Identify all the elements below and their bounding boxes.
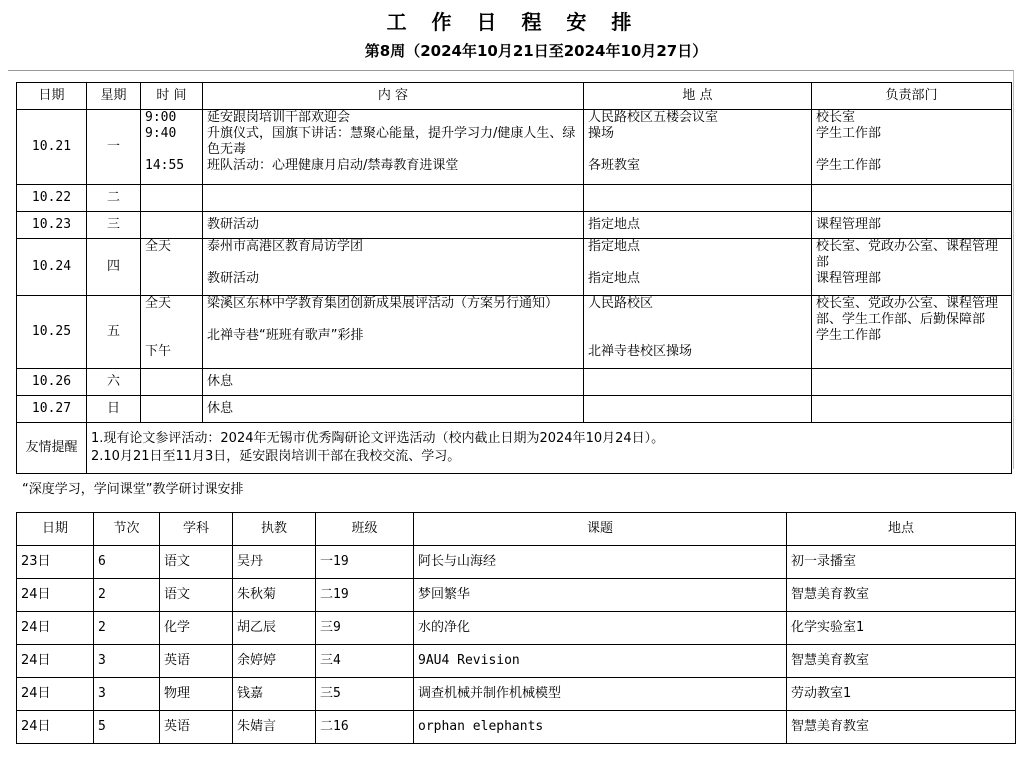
reminder-label: 友情提醒 — [17, 423, 87, 474]
schedule-row — [17, 110, 1012, 185]
lesson-subject: 物理 — [160, 678, 233, 711]
dept-cell: 课程管理部 — [812, 212, 1012, 239]
lessons-header-cell: 课题 — [414, 513, 787, 546]
location-cell: 指定地点 指定地点 — [584, 239, 812, 296]
lesson-period: 3 — [94, 678, 160, 711]
lesson-day: 24日 — [17, 612, 94, 645]
week-subtitle: 第8周（2024年10月21日至2024年10月27日） — [364, 42, 708, 60]
content-cell: 延安跟岗培训干部欢迎会 升旗仪式，国旗下讲话：慧聚心能量，提升学习力/健康人生、绿色无毒 班队活动：心理健康月启动/禁毒教育进课堂 — [203, 110, 584, 185]
schedule-row — [17, 296, 1012, 369]
lesson-subject: 英语 — [160, 645, 233, 678]
header-dept: 负责部门 — [812, 83, 1012, 110]
lesson-teacher: 胡乙辰 — [233, 612, 316, 645]
header-time: 时 间 — [141, 83, 203, 110]
lesson-day: 23日 — [17, 546, 94, 579]
lesson-subject: 英语 — [160, 711, 233, 744]
lesson-period: 6 — [94, 546, 160, 579]
lesson-topic: orphan elephants — [414, 711, 787, 744]
schedule-row — [17, 396, 1012, 423]
schedule-row — [17, 239, 1012, 296]
content-cell: 教研活动 — [203, 212, 584, 239]
lesson-period: 2 — [94, 612, 160, 645]
dept-cell: 校长室 学生工作部 学生工作部 — [812, 110, 1012, 185]
lesson-class: 三4 — [316, 645, 414, 678]
lesson-period: 2 — [94, 579, 160, 612]
time-cell — [141, 396, 203, 423]
lessons-table — [16, 512, 1016, 744]
lesson-class: 三9 — [316, 612, 414, 645]
lesson-class: 二19 — [316, 579, 414, 612]
time-cell: 9:00 9:40 14:55 — [141, 110, 203, 185]
lessons-header-cell: 班级 — [316, 513, 414, 546]
time-cell — [141, 369, 203, 396]
lesson-period: 5 — [94, 711, 160, 744]
schedule-row — [17, 212, 1012, 239]
work-schedule-table — [16, 82, 1012, 474]
lesson-row — [17, 645, 1016, 678]
lessons-header-cell: 地点 — [787, 513, 1016, 546]
dept-cell — [812, 369, 1012, 396]
lesson-topic: 阿长与山海经 — [414, 546, 787, 579]
lesson-day: 24日 — [17, 678, 94, 711]
weekday-cell: 三 — [87, 212, 141, 239]
lesson-location: 智慧美育教室 — [787, 579, 1016, 612]
lesson-location: 智慧美育教室 — [787, 645, 1016, 678]
lessons-header-cell: 日期 — [17, 513, 94, 546]
lessons-header-cell: 学科 — [160, 513, 233, 546]
weekday-cell: 四 — [87, 239, 141, 296]
dept-cell: 校长室、党政办公室、课程管理部 课程管理部 — [812, 239, 1012, 296]
lesson-class: 三5 — [316, 678, 414, 711]
content-cell: 休息 — [203, 369, 584, 396]
lesson-row — [17, 711, 1016, 744]
dept-cell: 校长室、党政办公室、课程管理部、学生工作部、后勤保障部 学生工作部 — [812, 296, 1012, 369]
time-cell: 全天 下午 — [141, 296, 203, 369]
header-location: 地 点 — [584, 83, 812, 110]
lesson-teacher: 钱嘉 — [233, 678, 316, 711]
lesson-row — [17, 546, 1016, 579]
date-cell: 10.26 — [17, 369, 87, 396]
lesson-period: 3 — [94, 645, 160, 678]
content-cell: 梁溪区东林中学教育集团创新成果展评活动（方案另行通知） 北禅寺巷“班班有歌声”彩排 — [203, 296, 584, 369]
lesson-row — [17, 612, 1016, 645]
lesson-location: 劳动教室1 — [787, 678, 1016, 711]
lesson-topic: 水的净化 — [414, 612, 787, 645]
weekday-cell: 日 — [87, 396, 141, 423]
lesson-subject: 化学 — [160, 612, 233, 645]
lessons-caption: “深度学习，学问课堂”教学研讨课安排 — [22, 482, 244, 497]
time-cell — [141, 185, 203, 212]
lesson-location: 初一录播室 — [787, 546, 1016, 579]
reminder-content — [87, 423, 1012, 474]
lesson-day: 24日 — [17, 579, 94, 612]
header-content: 内 容 — [203, 83, 584, 110]
lesson-teacher: 朱婧言 — [233, 711, 316, 744]
lesson-topic: 调查机械并制作机械模型 — [414, 678, 787, 711]
date-cell: 10.27 — [17, 396, 87, 423]
lesson-row — [17, 678, 1016, 711]
content-cell: 休息 — [203, 396, 584, 423]
reminder-line: 2.10月21日至11月3日，延安跟岗培训干部在我校交流、学习。 — [91, 449, 461, 464]
date-cell: 10.24 — [17, 239, 87, 296]
location-cell: 人民路校区 北禅寺巷校区操场 — [584, 296, 812, 369]
reminder-row — [17, 423, 1012, 474]
location-cell: 指定地点 — [584, 212, 812, 239]
content-cell — [203, 185, 584, 212]
lessons-header-cell: 节次 — [94, 513, 160, 546]
lesson-row — [17, 579, 1016, 612]
weekday-cell: 五 — [87, 296, 141, 369]
weekday-cell: 六 — [87, 369, 141, 396]
time-cell: 全天 — [141, 239, 203, 296]
lesson-day: 24日 — [17, 645, 94, 678]
lesson-class: 一19 — [316, 546, 414, 579]
content-cell: 泰州市高港区教育局访学团 教研活动 — [203, 239, 584, 296]
lesson-topic: 梦回繁华 — [414, 579, 787, 612]
lesson-class: 二16 — [316, 711, 414, 744]
date-cell: 10.25 — [17, 296, 87, 369]
schedule-header-row — [17, 83, 1012, 110]
location-cell — [584, 185, 812, 212]
weekday-cell: 一 — [87, 110, 141, 185]
header-weekday: 星期 — [87, 83, 141, 110]
lesson-teacher: 余婷婷 — [233, 645, 316, 678]
lesson-teacher: 朱秋菊 — [233, 579, 316, 612]
dept-cell — [812, 185, 1012, 212]
location-cell — [584, 396, 812, 423]
weekday-cell: 二 — [87, 185, 141, 212]
lesson-location: 化学实验室1 — [787, 612, 1016, 645]
lesson-subject: 语文 — [160, 546, 233, 579]
date-cell: 10.23 — [17, 212, 87, 239]
lesson-subject: 语文 — [160, 579, 233, 612]
date-cell: 10.22 — [17, 185, 87, 212]
lessons-header-cell: 执教 — [233, 513, 316, 546]
location-cell: 人民路校区五楼会议室 操场 各班教室 — [584, 110, 812, 185]
lesson-topic: 9AU4 Revision — [414, 645, 787, 678]
lessons-header-row — [17, 513, 1016, 546]
lesson-day: 24日 — [17, 711, 94, 744]
reminder-line: 1.现有论文参评活动：2024年无锡市优秀陶研论文评选活动（校内截止日期为2024年10月24日）。 — [91, 431, 665, 446]
date-cell: 10.21 — [17, 110, 87, 185]
schedule-row — [17, 185, 1012, 212]
header-date: 日期 — [17, 83, 87, 110]
page-title: 工 作 日 程 安 排 — [386, 10, 641, 34]
dept-cell — [812, 396, 1012, 423]
location-cell — [584, 369, 812, 396]
schedule-row — [17, 369, 1012, 396]
time-cell — [141, 212, 203, 239]
lesson-location: 智慧美育教室 — [787, 711, 1016, 744]
lesson-teacher: 吴丹 — [233, 546, 316, 579]
